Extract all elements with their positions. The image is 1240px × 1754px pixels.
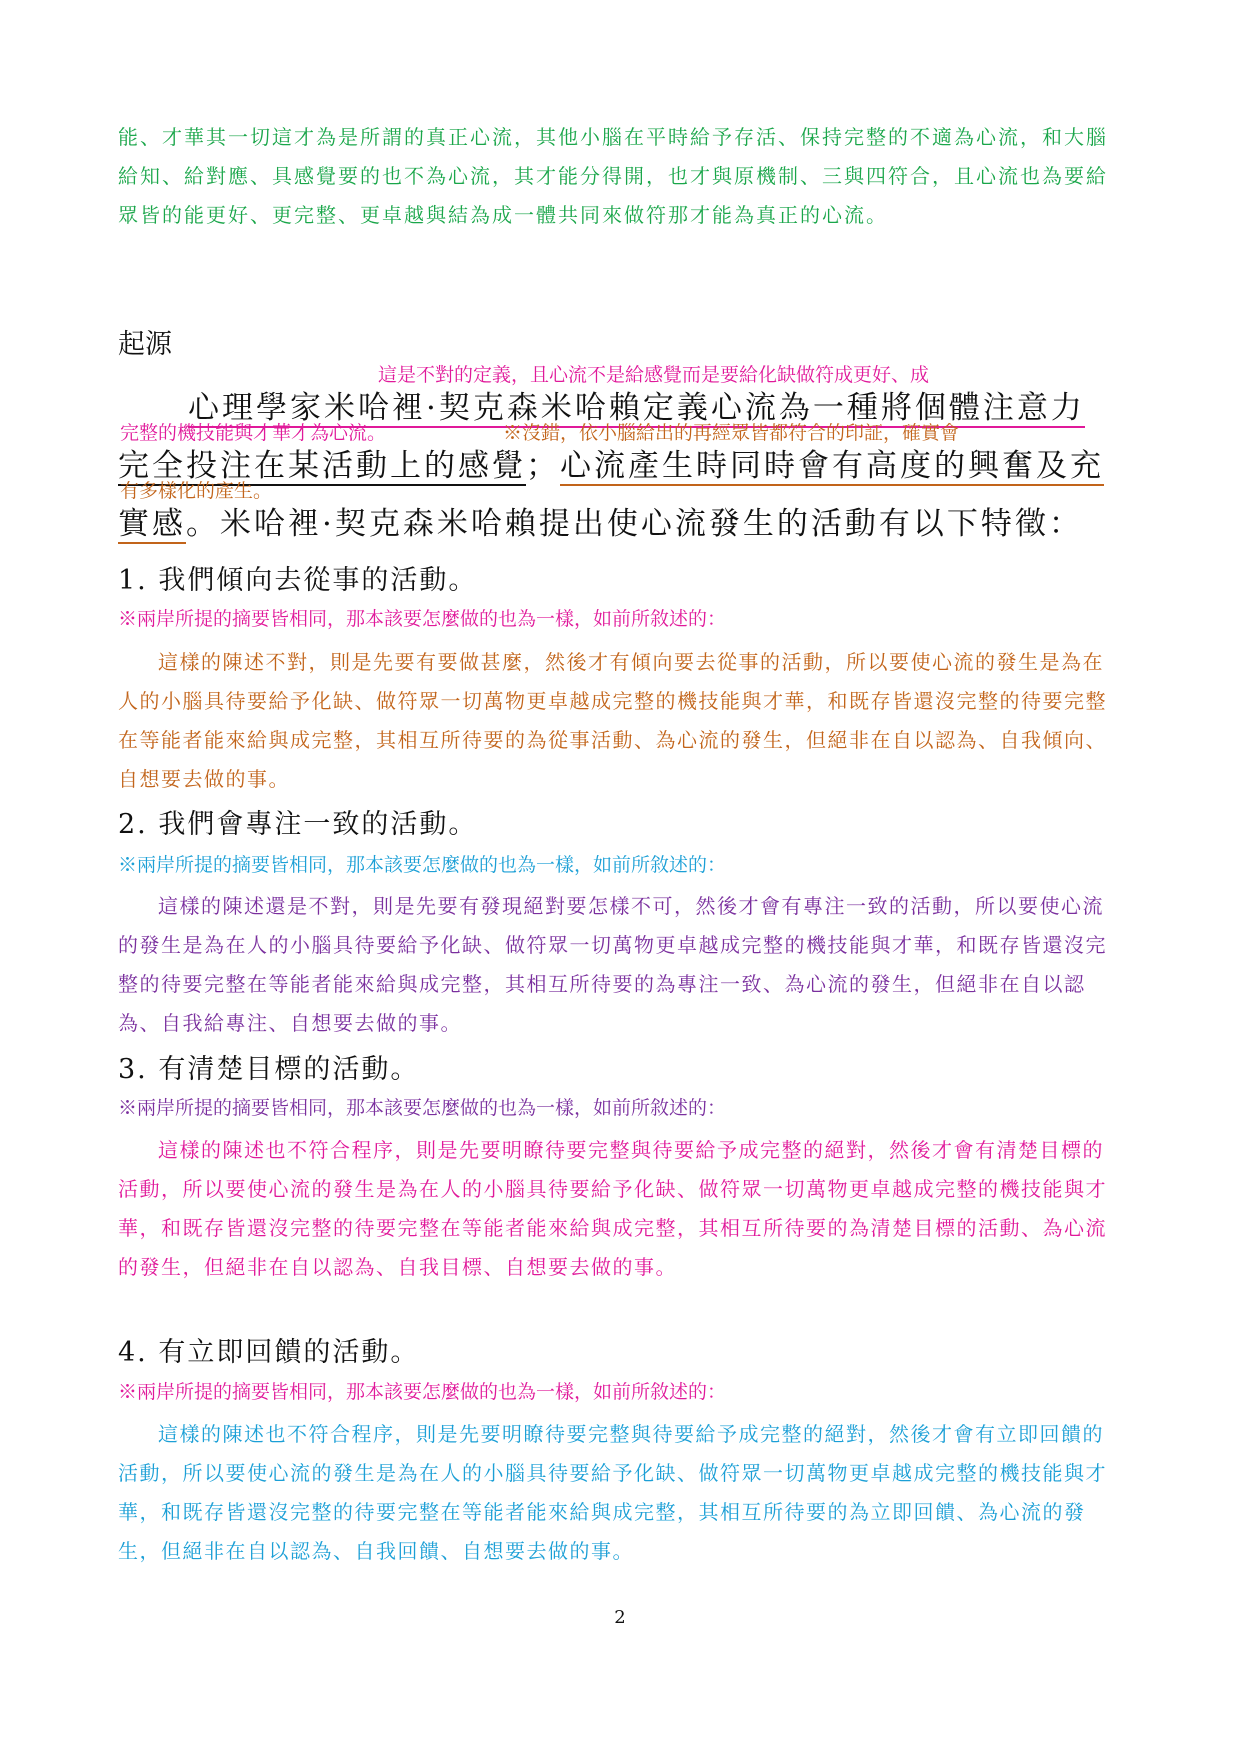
section-heading-origin: 起源 [118,329,172,360]
item-4-heading: 4. 有立即回饋的活動。 [118,1337,420,1368]
origin-line-2-part2: 心流產生時同時會有高度的興奮及充 [560,448,1104,484]
origin-line-2-part1: 完全投注在某活動上的感覺 [118,448,526,484]
item-2-note: ※兩岸所提的摘要皆相同，那本該要怎麼做的也為一樣，如前所敘述的： [118,854,727,876]
item-4-body: 這樣的陳述也不符合程序，則是先要明瞭待要完整與待要給予成完整的絕對，然後才會有立即回饋的活動，所以要使心流的發生是為在人的小腦具待要給予化缺、做符眾一切萬物更卓越成完整的機技能與才華，和既存皆還沒完整的待要完整在等能者能來給與成完整，其相互所待要的為立即回饋、為心流的發生，但絕非在自以認為、自我回饋、自想要去做的事。 [118,1422,1107,1563]
item-1-body: 這樣的陳述不對，則是先要有要做甚麼，然後才有傾向要去從事的活動，所以要使心流的發生是為在人的小腦具待要給予化缺、做符眾一切萬物更卓越成完整的機技能與才華，和既存皆還沒完整的待要完整在等能者能來給與成完整，其相互所待要的為從事活動、為心流的發生，但絕非在自以認為、自我傾向、自想要去做的事。 [118,650,1107,791]
annotation-bottom: 有多樣化的產生。 [120,480,273,502]
annotation-mid-left: 完整的機技能與才華才為心流。 [120,422,387,444]
origin-line-3-part1: 實感 [118,506,186,542]
annotation-top: 這是不對的定義，且心流不是給感覺而是要給化缺做符成更好、成 [378,364,930,386]
item-2-body: 這樣的陳述還是不對，則是先要有發現絕對要怎樣不可，然後才會有專注一致的活動，所以要使心流的發生是為在人的小腦具待要給予化缺、做符眾一切萬物更卓越成完整的機技能與才華，和既存皆還沒完整的待要完整在等能者能來給與成完整，其相互所待要的為專注一致、為心流的發生，但絕非在自以認為、自我給專注、自想要去做的事。 [118,894,1107,1035]
item-3-note: ※兩岸所提的摘要皆相同，那本該要怎麼做的也為一樣，如前所敘述的： [118,1097,727,1119]
item-3-body: 這樣的陳述也不符合程序，則是先要明瞭待要完整與待要給予成完整的絕對，然後才會有清楚目標的活動，所以要使心流的發生是為在人的小腦具待要給予化缺、做符眾一切萬物更卓越成完整的機技能與才華，和既存皆還沒完整的待要完整在等能者能來給與成完整，其相互所待要的為清楚目標的活動、為心流的發生，但絕非在自以認為、自我目標、自想要去做的事。 [118,1138,1107,1279]
item-1-note: ※兩岸所提的摘要皆相同，那本該要怎麼做的也為一樣，如前所敘述的： [118,608,727,630]
item-3-heading: 3. 有清楚目標的活動。 [118,1054,420,1085]
item-1-heading: 1. 我們傾向去從事的活動。 [118,565,478,596]
origin-line-3-part2: 。米哈裡·契克森米哈賴提出使心流發生的活動有以下特徵： [186,506,1083,542]
item-2-heading: 2. 我們會專注一致的活動。 [118,809,478,840]
origin-line-3 [118,498,1083,543]
origin-line-2-sep: ； [526,448,560,484]
item-4-note: ※兩岸所提的摘要皆相同，那本該要怎麼做的也為一樣，如前所敘述的： [118,1381,727,1403]
page-number: 2 [614,1607,626,1628]
origin-line-1-text: 心理學家米哈裡·契克森米哈賴定義心流為一種將個體注意力 [188,390,1085,426]
annotation-mid-right: ※沒錯，依小腦給出的再經眾皆都符合的印証，確實會 [503,422,960,444]
intro-paragraph: 能、才華其一切這才為是所謂的真正心流，其他小腦在平時給予存活、保持完整的不適為心流，和大腦給知、給對應、具感覺要的也不為心流，其才能分得開，也才與原機制、三與四符合，且心流也為要給眾皆的能更好、更完整、更卓越與結為成一體共同來做符那才能為真正的心流。 [118,125,1108,227]
